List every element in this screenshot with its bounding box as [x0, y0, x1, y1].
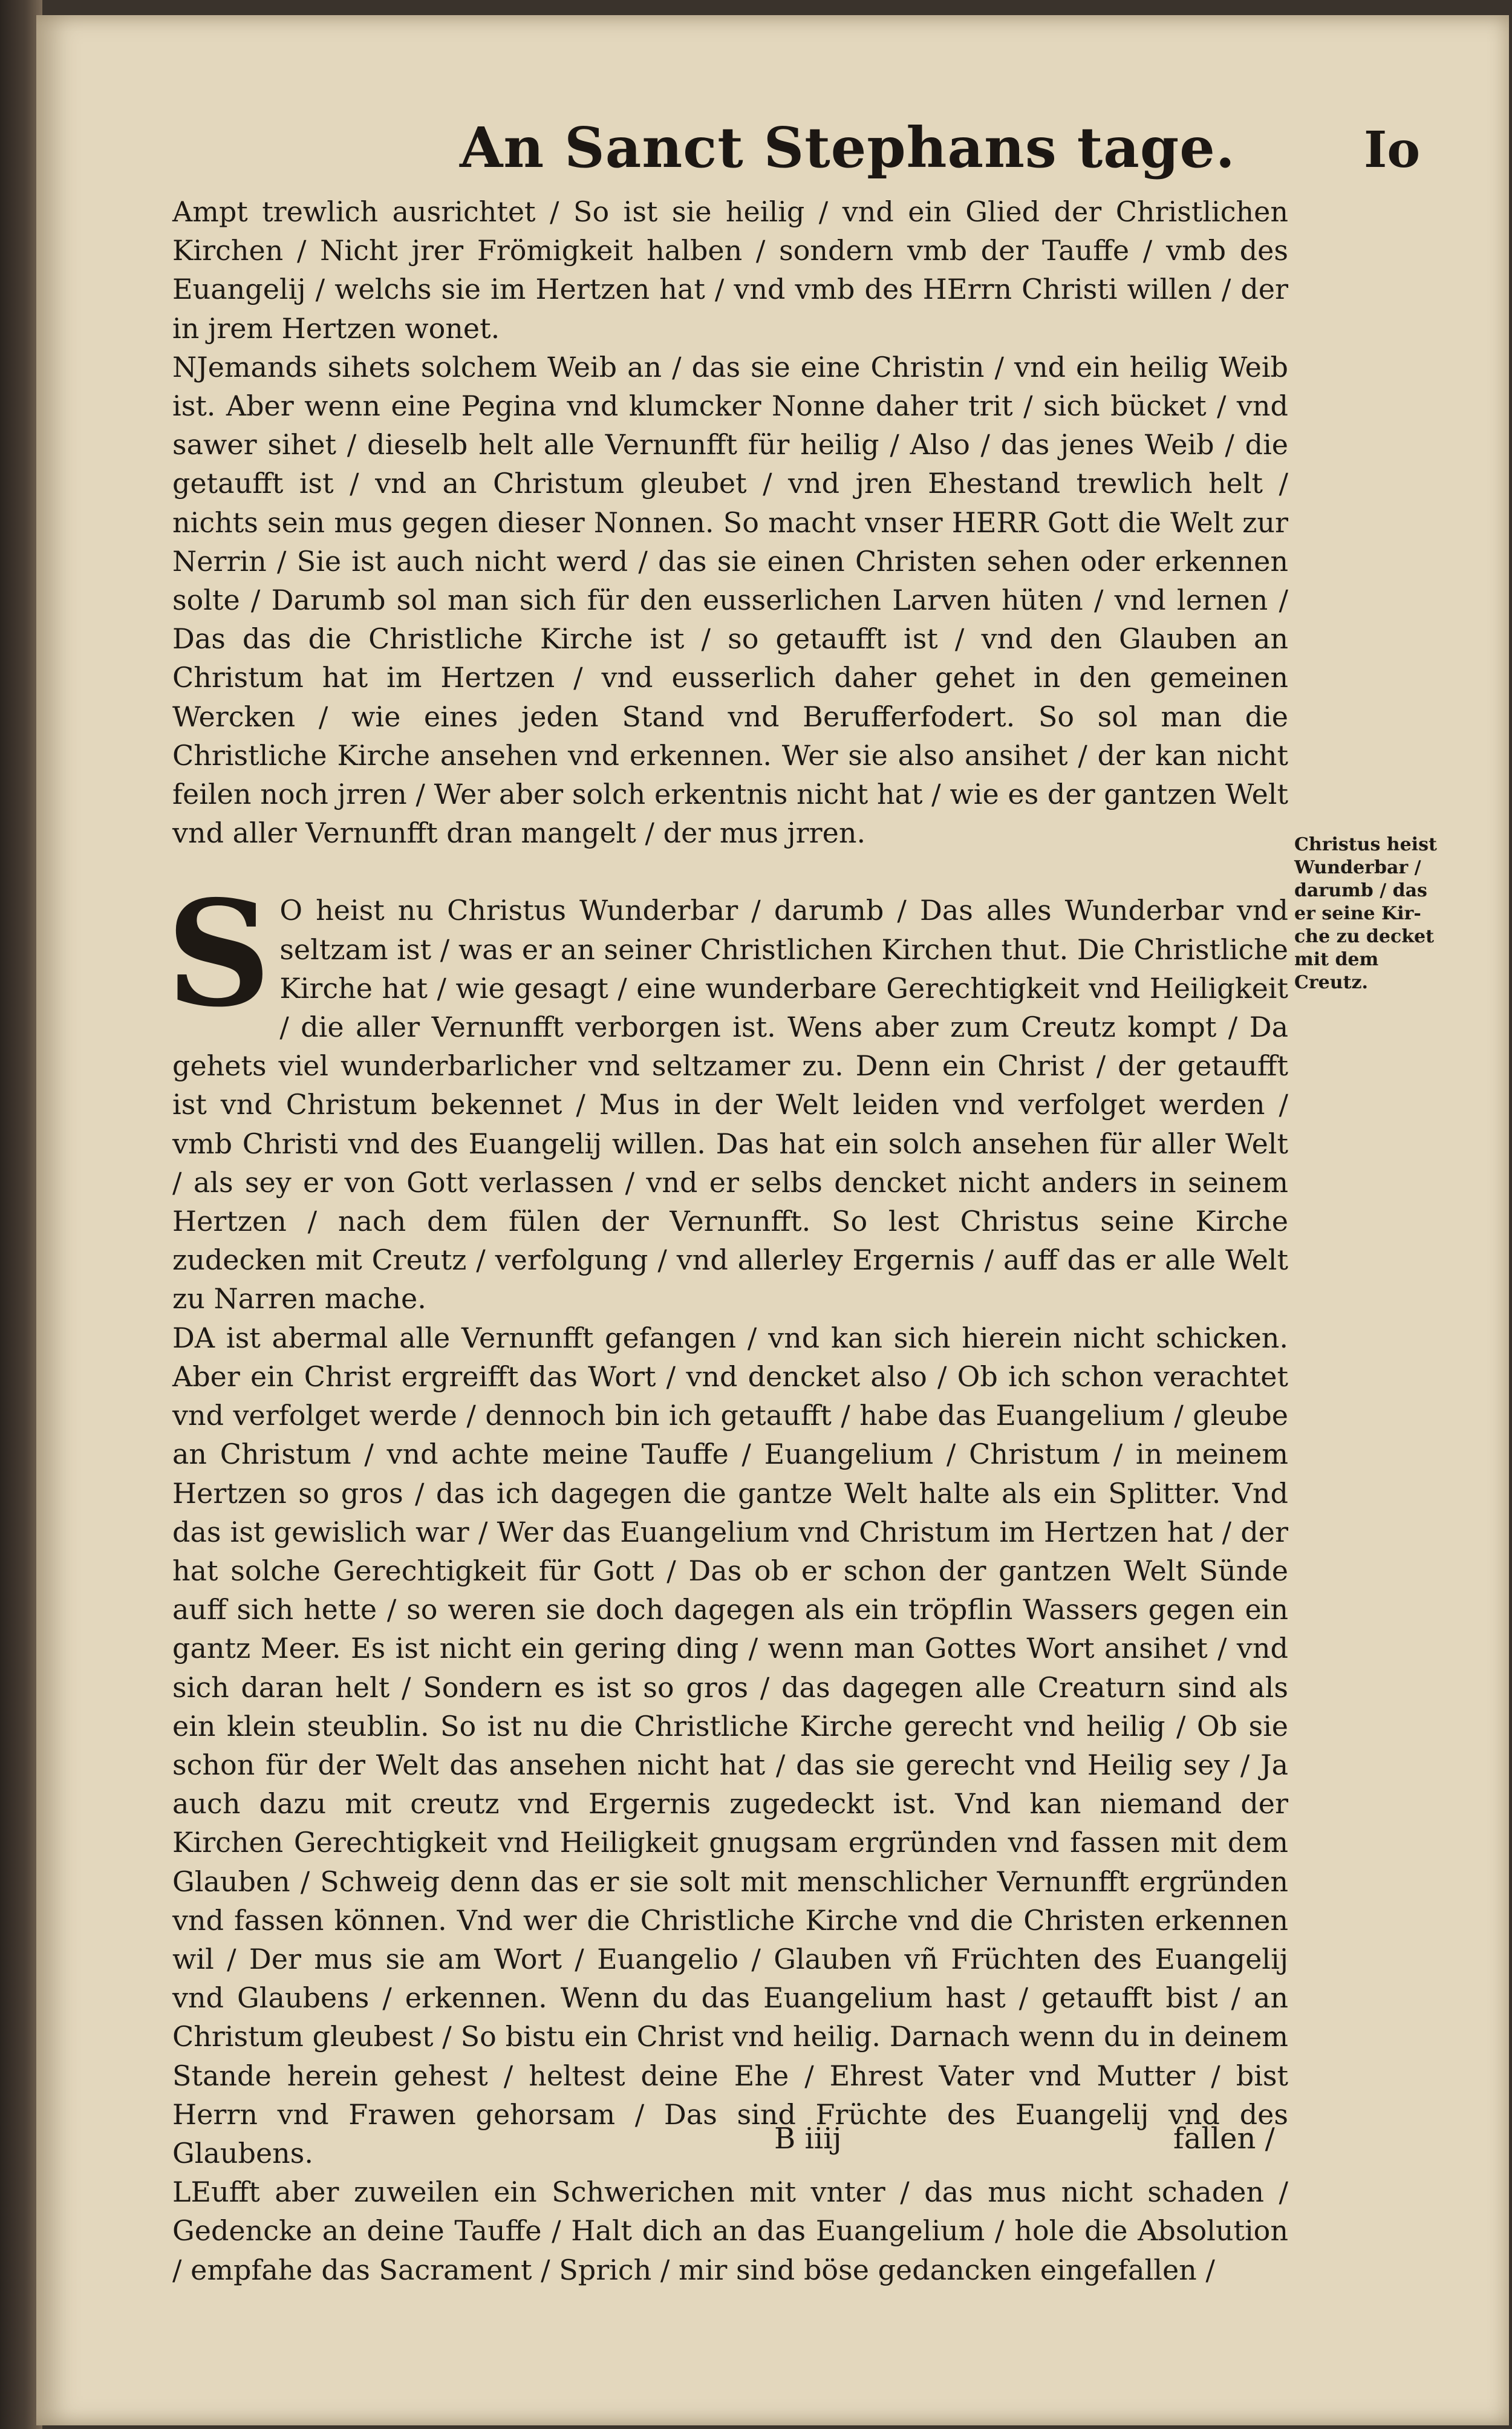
paragraph: LEufft aber zuweilen ein Schwerichen mit vnter / das mus nicht schaden / Gedencke an deine Tauffe / Halt dich an das Euangelium / hole die Absolution / empfahe das Sacrament / Sprich / mir sind böse gedancken eingefallen / — [172, 2176, 1288, 2286]
gloss-line: er seine Kir- — [1294, 903, 1421, 924]
decorated-initial: S — [166, 869, 272, 1040]
body-text — [166, 192, 1288, 2289]
paragraph: DA ist abermal alle Vernunfft gefangen / vnd kan sich hierein nicht schicken. Aber ein Christ ergreifft das Wort / vnd dencket also / Ob ich schon verachtet vnd verfolget werde / dennoch bin ich getaufft / habe das Euangelium / gleube an Christum / vnd achte meine Tauffe / Euangelium / Christum / in meinem Hertzen so gros / das ich dagegen die gantze Welt halte als ein Splitter. Vnd das ist gewislich war / Wer das Euangelium vnd Christum im Hertzen hat / der hat solche Gerechtigkeit für Gott / Das ob er schon der gantzen Welt Sünde auff sich hette / so weren sie doch dagegen als ein tröpflin Wassers gegen ein gantz Meer. Es ist nicht ein gering ding / wenn man Gottes Wort ansihet / vnd sich daran helt / Sondern es ist so gros / das dagegen alle Creaturn sind als ein klein steublin. So ist nu die Christliche Kirche gerecht vnd heilig / Ob sie schon für der Welt das ansehen nicht hat / das sie gerecht vnd Heilig sey / Ja auch dazu mit creutz vnd Ergernis zugedeckt ist. Vnd kan niemand der Kirchen Gerechtigkeit vnd Heiligkeit gnugsam ergründen vnd fassen mit dem Glauben / Schweig denn das er sie solt mit menschlicher Vernunfft ergründen vnd fassen können. Vnd wer die Christliche Kirche vnd die Christen erkennen wil / Der mus sie am Wort / Euangelio / Glauben vñ Früchten des Euangelij vnd Glaubens / erkennen. Wenn du das Euangelium hast / getaufft bist / an Christum gleubest / So bistu ein Christ vnd heilig. Darnach wenn du in deinem Stande herein gehest / heltest deine Ehe / Ehrest Vater vnd Mutter / bist Herrn vnd Frawen gehorsam / Das sind Früchte des Euangelij vnd des Glaubens. — [172, 1321, 1288, 2170]
gloss-line: darumb / das — [1294, 880, 1427, 901]
initial-paragraph-text: O heist nu Christus Wunderbar / darumb / Das alles Wunderbar vnd seltzam ist / was er an seiner Christlichen Kirchen thut. Die Christliche Kirche hat / wie gesagt / eine wunderbare Gerechtigkeit vnd Heiligkeit / die aller Vernunfft verborgen ist. Wens aber zum Creutz kompt / Da gehets viel wunderbarlicher vnd seltzamer zu. Denn ein Christ / der getaufft ist vnd Christum bekennet / Mus in der Welt leiden vnd verfolget werden / vmb Christi vnd des Euangelij willen. Das hat ein solch ansehen für aller Welt / als sey er von Gott verlassen / vnd er selbs dencket nicht anders in seinem Hertzen / nach dem fülen der Vernunfft. So lest Christus seine Kirche zudecken mit Creutz / verfolgung / vnd allerley Ergernis / auff das er alle Welt zu Narren mache. — [172, 894, 1288, 1316]
paragraph: NJemands sihets solchem Weib an / das sie eine Christin / vnd ein heilig Weib ist. Aber wenn eine Pegina vnd klumcker Nonne daher trit / sich bücket / vnd sawer sihet / dieselb helt alle Vernunfft für heilig / Also / das jenes Weib / die getaufft ist / vnd an Christum gleubet / vnd jren Ehestand trewlich helt / nichts sein mus gegen dieser Nonnen. So macht vnser HERR Gott die Welt zur Nerrin / Sie ist auch nicht werd / das sie einen Christen sehen oder erkennen solte / Darumb sol man sich für den eusserlichen Larven hüten / vnd lernen / Das das die Christliche Kirche ist / so getaufft ist / vnd den Glauben an Christum hat im Hertzen / vnd eusserlich daher gehet in den gemeinen Wercken / wie eines jeden Stand vnd Berufferfodert. So sol man die Christliche Kirche ansehen vnd erkennen. Wer sie also ansihet / der kan nicht feilen noch jrren / Wer aber solch erkentnis nicht hat / wie es der gantzen Welt vnd aller Vernunfft dran mangelt / der mus jrren. — [172, 350, 1288, 850]
running-title: An Sanct Stephans tage. — [460, 115, 1236, 180]
page-header — [36, 115, 1509, 181]
section-gap — [172, 852, 1288, 891]
gloss-line: che zu decket — [1294, 926, 1434, 947]
paragraph: Ampt trewlich ausrichtet / So ist sie heilig / vnd ein Glied der Christlichen Kirchen / Nicht jrer Frömigkeit halben / sondern vmb der Tauffe / vmb des Euangelij / welchs sie im Hertzen hat / vnd vmb des HErrn Christi willen / der in jrem Hertzen wonet. — [172, 195, 1288, 345]
catchword: fallen / — [1173, 2122, 1275, 2156]
folio-number: Io — [1364, 121, 1421, 179]
marginal-gloss — [1294, 833, 1452, 994]
signature-mark: B iiij — [774, 2122, 842, 2156]
gloss-line: Wunderbar / — [1294, 857, 1421, 878]
gloss-line: Christus heist — [1294, 834, 1437, 855]
gloss-line: mit dem — [1294, 949, 1379, 970]
initial-paragraph — [166, 869, 1288, 1318]
gloss-line: Creutz. — [1294, 972, 1368, 993]
